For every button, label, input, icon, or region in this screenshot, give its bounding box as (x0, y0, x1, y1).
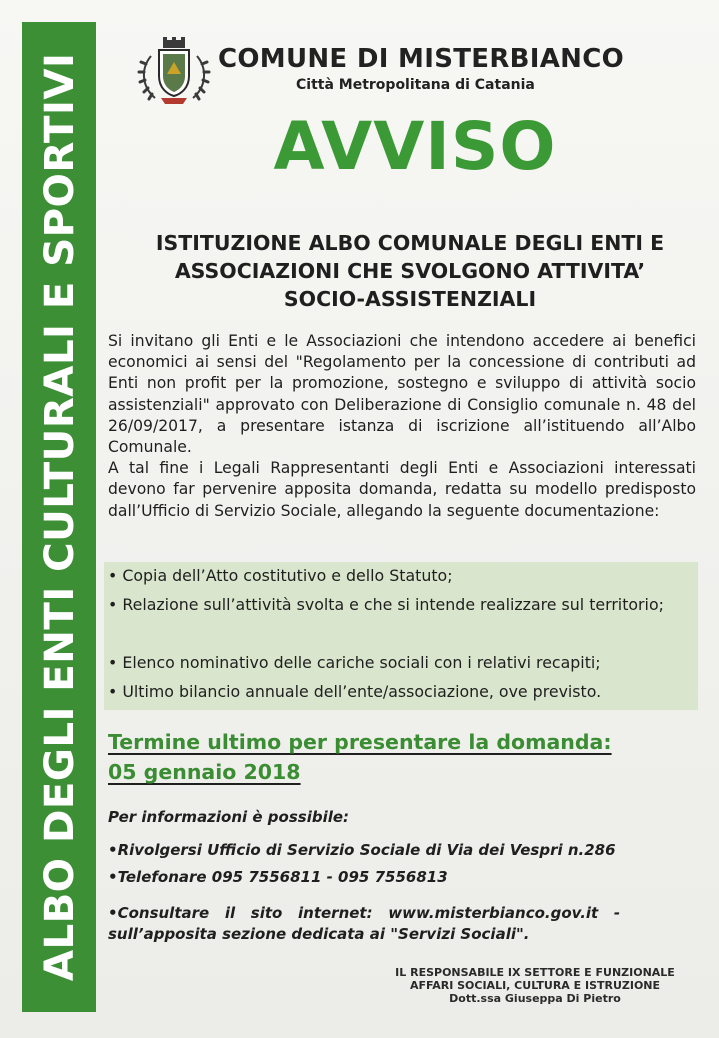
heading-line: SOCIO-ASSISTENZIALI (283, 287, 537, 311)
municipality-name: COMUNE DI MISTERBIANCO (218, 44, 624, 74)
document-item: • Ultimo bilancio annuale dell’ente/associazione, ove previsto. (108, 682, 602, 701)
deadline (108, 727, 688, 787)
municipal-crest-icon (137, 36, 211, 110)
deadline-text: Termine ultimo per presentare la domanda: (108, 730, 612, 754)
signature-line: IL RESPONSABILE IX SETTORE E FUNZIONALE (395, 966, 675, 979)
deadline-date: 05 gennaio 2018 (108, 760, 301, 784)
info-office: •Rivolgersi Ufficio di Servizio Sociale di Via dei Vespri n.286 (108, 841, 616, 859)
heading-line: ISTITUZIONE ALBO COMUNALE DEGLI ENTI E (155, 231, 665, 255)
sidebar-title: ALBO DEGLI ENTI CULTURALI E SPORTIVI (35, 52, 83, 982)
municipality-subtitle: Città Metropolitana di Catania (296, 77, 535, 93)
signature-line: AFFARI SOCIALI, CULTURA E ISTRUZIONE (409, 979, 661, 992)
document-item: • Elenco nominativo delle cariche sociali con i relativi recapiti; (108, 653, 601, 672)
info-phone: •Telefonare 095 7556811 - 095 7556813 (108, 868, 448, 886)
signature-block (370, 966, 700, 1005)
heading-line: ASSOCIAZIONI CHE SVOLGONO ATTIVITA’ (174, 259, 646, 283)
info-website-section: sull’apposita sezione dedicata ai "Servizi Sociali". (108, 925, 530, 943)
info-website: •Consultare il sito internet: www.misterbianco.gov.it - (108, 904, 621, 922)
document-item: • Copia dell’Atto costitutivo e dello Statuto; (108, 566, 453, 585)
notice-heading (100, 229, 719, 313)
info-intro: Per informazioni è possibile: (108, 808, 350, 826)
body-paragraph: A tal fine i Legali Rappresentanti degli Enti e Associazioni interessati devono far pervenire apposita domanda, redatta su modello predisposto dall’Ufficio di Servizio Sociale, allegando la seguente documentazione: (108, 459, 696, 520)
document-item: • Relazione sull’attività svolta e che si intende realizzare sul territorio; (108, 595, 664, 614)
body-paragraph: Si invitano gli Enti e le Associazioni che intendono accedere ai benefici economici ai sensi del "Regolamento per la concessione di contributi ad Enti non profit per la promozione, sostegno e sviluppo di attività socio assistenziali" approvato con Deliberazione di Consiglio comunale n. 48 del 26/09/2017, a presentare istanza di iscrizione all’istituendo all’Albo Comunale. (108, 332, 696, 457)
notice-body (108, 331, 696, 522)
notice-title: AVVISO (273, 108, 557, 185)
signature-name: Dott.ssa Giuseppa Di Pietro (449, 992, 621, 1005)
